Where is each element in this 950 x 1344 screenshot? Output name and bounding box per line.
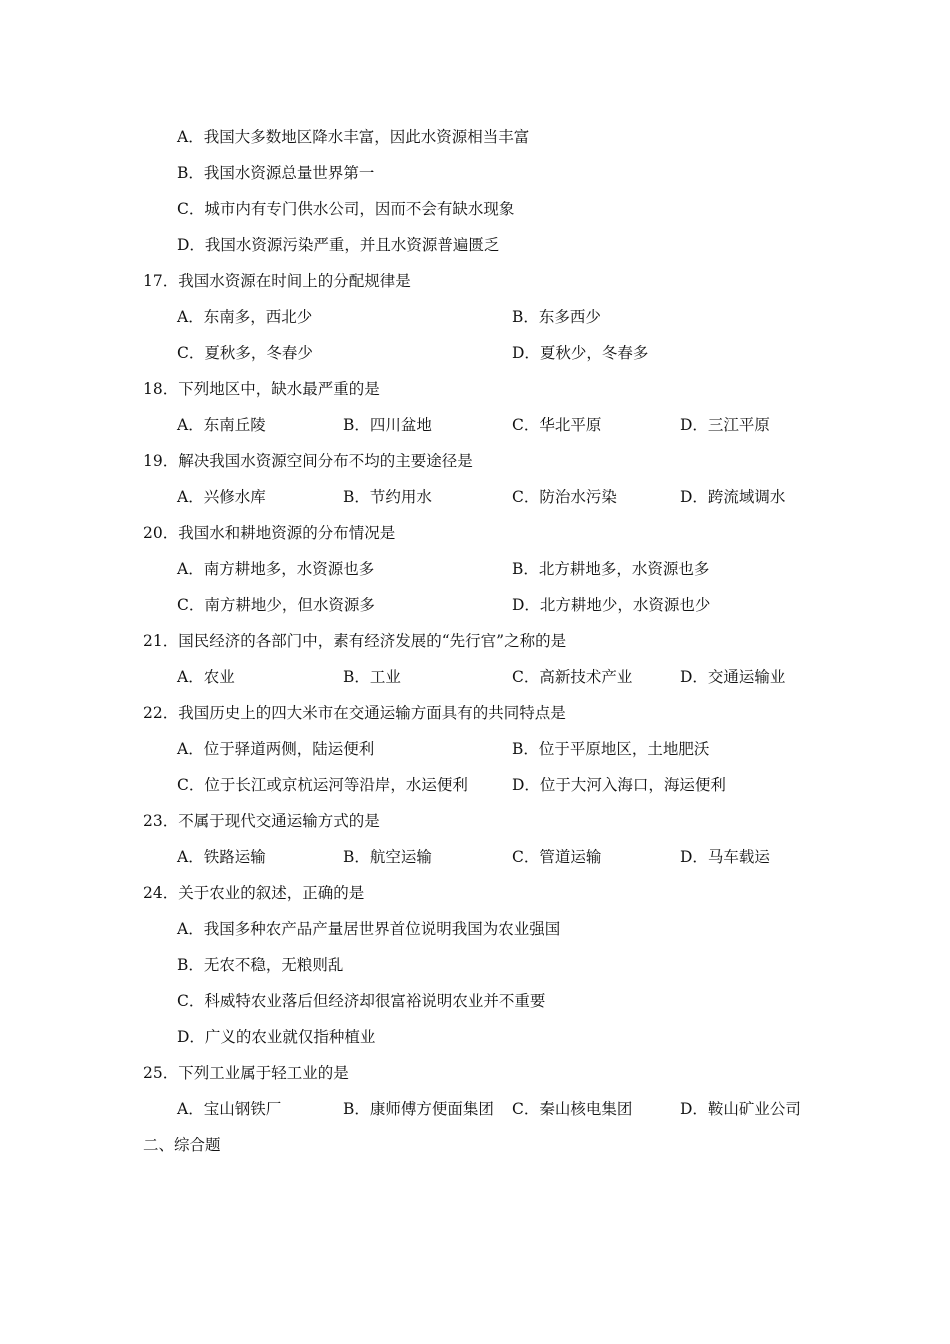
answer-option: D．跨流域调水 xyxy=(680,488,786,506)
answer-option: D．交通运输业 xyxy=(680,668,786,686)
answer-option: A．铁路运输 xyxy=(177,848,266,866)
answer-option: C．夏秋多，冬春少 xyxy=(177,344,313,362)
answer-option: B．东多西少 xyxy=(512,308,601,326)
answer-option: B．位于平原地区，土地肥沃 xyxy=(512,740,710,758)
answer-option: A．南方耕地多，水资源也多 xyxy=(177,560,375,578)
answer-option: D．马车载运 xyxy=(680,848,770,866)
answer-option: A．我国多种农产品产量居世界首位说明我国为农业强国 xyxy=(177,920,561,938)
answer-option: B．节约用水 xyxy=(343,488,432,506)
answer-option: C．管道运输 xyxy=(512,848,602,866)
answer-option: D．夏秋少，冬春多 xyxy=(512,344,649,362)
answer-option: C．高新技术产业 xyxy=(512,668,633,686)
answer-option: B．我国水资源总量世界第一 xyxy=(177,164,375,182)
answer-option: C．防治水污染 xyxy=(512,488,617,506)
question-text: 22．我国历史上的四大米市在交通运输方面具有的共同特点是 xyxy=(143,704,566,722)
answer-option: C．城市内有专门供水公司，因而不会有缺水现象 xyxy=(177,200,515,218)
answer-option: D．位于大河入海口，海运便利 xyxy=(512,776,726,794)
answer-option: A．宝山钢铁厂 xyxy=(177,1100,282,1118)
answer-option: C．科威特农业落后但经济却很富裕说明农业并不重要 xyxy=(177,992,546,1010)
question-text: 17．我国水资源在时间上的分配规律是 xyxy=(143,272,411,290)
answer-option: A．兴修水库 xyxy=(177,488,266,506)
question-text: 19．解决我国水资源空间分布不均的主要途径是 xyxy=(143,452,473,470)
answer-option: B．康师傅方便面集团 xyxy=(343,1100,494,1118)
answer-option: D．我国水资源污染严重，并且水资源普遍匮乏 xyxy=(177,236,500,254)
question-text: 二、综合题 xyxy=(143,1136,221,1154)
question-text: 23．不属于现代交通运输方式的是 xyxy=(143,812,380,830)
answer-option: C．位于长江或京杭运河等沿岸，水运便利 xyxy=(177,776,468,794)
answer-option: C．华北平原 xyxy=(512,416,602,434)
answer-option: A．位于驿道两侧，陆运便利 xyxy=(177,740,375,758)
question-text: 20．我国水和耕地资源的分布情况是 xyxy=(143,524,396,542)
answer-option: C．秦山核电集团 xyxy=(512,1100,633,1118)
question-text: 21．国民经济的各部门中，素有经济发展的“先行官”之称的是 xyxy=(143,632,567,650)
answer-option: B．工业 xyxy=(343,668,401,686)
answer-option: D．鞍山矿业公司 xyxy=(680,1100,801,1118)
answer-option: B．北方耕地多，水资源也多 xyxy=(512,560,710,578)
answer-option: D．三江平原 xyxy=(680,416,770,434)
question-text: 18．下列地区中，缺水最严重的是 xyxy=(143,380,380,398)
answer-option: B．四川盆地 xyxy=(343,416,432,434)
answer-option: A．东南丘陵 xyxy=(177,416,266,434)
answer-option: A．我国大多数地区降水丰富，因此水资源相当丰富 xyxy=(177,128,530,146)
answer-option: A．东南多，西北少 xyxy=(177,308,313,326)
question-text: 24．关于农业的叙述，正确的是 xyxy=(143,884,365,902)
question-text: 25．下列工业属于轻工业的是 xyxy=(143,1064,349,1082)
answer-option: C．南方耕地少，但水资源多 xyxy=(177,596,375,614)
answer-option: D．广义的农业就仅指种植业 xyxy=(177,1028,376,1046)
answer-option: B．无农不稳，无粮则乱 xyxy=(177,956,344,974)
answer-option: B．航空运输 xyxy=(343,848,432,866)
answer-option: A．农业 xyxy=(177,668,235,686)
answer-option: D．北方耕地少，水资源也少 xyxy=(512,596,711,614)
